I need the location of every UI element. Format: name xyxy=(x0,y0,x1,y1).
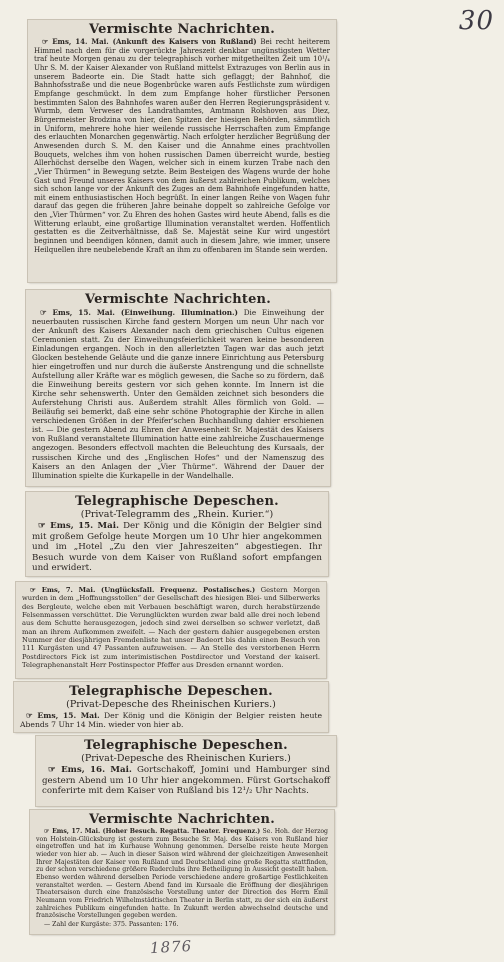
clipping-dateline: ☞ Ems, 16. Mai. xyxy=(48,765,132,775)
clipping-text xyxy=(36,828,328,920)
clipping-source: (Privat-Depesche des Rheinischen Kuriers.) xyxy=(66,699,276,710)
clipping-6 xyxy=(36,736,336,806)
clipping-text xyxy=(42,765,330,797)
clipping-2 xyxy=(26,290,330,486)
handwritten-year: 1876 xyxy=(149,936,193,958)
clipping-heading: Telegraphische Depeschen. xyxy=(69,684,273,699)
clipping-body: Die Einweihung der neuerbauten russischen Kirche fand gestern Morgen um neun Uhr nach vor der Ankunft des Kaisers Alexander nach dem griechischen Cultus eigenen Ceremonien statt. Zu der Einweihungsfeierlichkeit waren keine besonderen Einladungen ergangen. Noch in den allerletzten Tagen war das auch jetzt Glocken bestehende Geläute und die ganze innere Einrichtung aus Petersburg hier eingetroffen und nur durch die äußerste Anstrengung und die schnellste Aufstellung aller Kräfte war es möglich gewesen, die Sache so zu fördern, daß die Einweihung bereits gestern vor sich gehen konnte. Im Innern ist die Kirche sehr sehenswerth. Unter den Gemälden zeichnet sich besonders die Auferstehung Christi aus. Außerdem strahlt Alles förmlich von Gold. — Beiläufig sei bemerkt, daß eine sehr schöne Photographie der Kirche in allen verschiedenen Größen in der Pfeifer'schen Buchhandlung dahier erschienen ist. — Die gestern Abend zu Ehren der Anwesenheit Sr. Majestät des Kaisers von Rußland veranstaltete Illumination hatte eine zahlreiche Zuschauermenge angezogen. Besonders effectvoll machten die Beleuchtung des Kursaals, der russischen Kirche und des „Englischen Hofes“ und der Namenszug des Kaisers an den Anlagen der „Vier Thürme“. Während der Dauer der Illumination spielte die Kurkapelle in der Wandelhalle. xyxy=(32,308,324,480)
clipping-dateline: ☞ Ems, 15. Mai. xyxy=(38,521,120,531)
clipping-body: Gestern Morgen wurden in dem „Hoffnungsstollen“ der Gesellschaft des hiesigen Blei- und Silberwerks des Bergleute, welche eben mit Verbauen beschäftigt waren, durch herabstürzende Felsenmassen verschüttet. Die Verunglückten wurden zwar bald alle drei noch lebend aus dem Schutte herausgezogen, jedoch sind zwei derselben so schwer verletzt, daß man an ihrem Aufkommen zweifelt. — Nach der gestern dahier ausgegebenen ersten Nummer der diesjährigen Fremdenliste hat unser Badeort bis dahin einen Besuch von 111 Kurgästen und 47 Passanten aufzuweisen. — An Stelle des verstorbenen Herrn Postdirectors Fick ist zum interimistischen Postdirector und Vorstand der kaiserl. Telegraphenanstalt Herr Postinspector Pfeffer aus Dresden ernannt worden. xyxy=(22,586,320,669)
clipping-heading: Telegraphische Depeschen. xyxy=(75,494,279,509)
clipping-dateline: ☞ Ems, 7. Mai. (Unglücksfall. Frequenz. Postalisches.) xyxy=(30,586,256,594)
clipping-1 xyxy=(28,20,336,282)
clipping-source: (Privat-Telegramm des „Rhein. Kurier.“) xyxy=(80,509,274,520)
clipping-5 xyxy=(14,682,328,732)
clipping-source: (Privat-Depesche des Rheinischen Kuriers.) xyxy=(81,753,291,764)
clipping-4 xyxy=(16,582,326,678)
clipping-text xyxy=(20,711,322,730)
clipping-text xyxy=(32,521,322,574)
clipping-footer: — Zahl der Kurgäste: 375. Passanten: 176. xyxy=(44,921,179,929)
clipping-body: Bei recht heiterem Himmel nach dem für die vorgerückte Jahreszeit denkbar ungünstigsten Wetter traf heute Morgen genau zu der telegraphisch vorher mitgetheilten Zeit um 10¹/₄ Uhr S. M. der Kaiser Alexander von Rußland mittelst Extrazuges von Berlin aus in unserem Badeorte ein. Die Stadt hatte sich geflaggt; der Bahnhof, die Bahnhofsstraße und die neue Bogenbrücke waren aufs Festlichste zum würdigen Empfange geschmückt. In dem zum Empfange hoher fürstlicher Personen bestimmten Salon des Bahnhofes waren außer den Herren Regierungspräsident v. Wurmb, dem Verweser des Landrathamtes, Amtmann Rolshoven aus Diez, Bürgermeister Brodzina von hier, den Spitzen der hiesigen Behörden, sämmtlich in Uniform, mehrere hohe hier weilende russische Herrschaften zum Empfange des erlauchten Monarchen gegenwärtig. Nach erfolgter herzlicher Begrüßung der Anwesenden durch S. M. den Kaiser und die Annahme eines prachtvollen Bouquets, welches ihm von hohen russischen Damen überreicht wurde, bestieg Allerhöchst derselbe den Wagen, welcher sich in einem kurzen Trabe nach den „Vier Thürmen“ in Bewegung setzte. Beim Besteigen des Wagens wurde der hohe Gast und Freund unseres Kaisers von dem äußerst zahlreichen Publikum, welches sich schon lange vor der Ankunft des Zuges an dem Bahnhofe eingefunden hatte, mit einem enthusiastischen Hoch begrüßt. In einer langen Reihe von Wagen fuhr darauf das gegen die früheren Jahre beinahe doppelt so zahlreiche Gefolge vor den „Vier Thürmen“ vor. Zu Ehren des hohen Gastes wird heute Abend, falls es die Witterung erlaubt, eine großartige Illumination veranstaltet werden. Hoffentlich gestatten es die Zeitverhältnisse, daß Se. Majestät seine Kur wird ungestört beginnen und beendigen können, damit auch in diesem Jahre, wie immer, unsere Heilquellen ihre neubelebende Kraft an ihm zu offenbaren im Stande sein werden. xyxy=(34,38,330,254)
clipping-heading: Telegraphische Depeschen. xyxy=(84,738,288,753)
clipping-body: Se. Hoh. der Herzog von Holstein-Glücksburg ist gestern zum Besuche Sr. Maj. des Kaisers von Rußland hier eingetroffen und hat im Kurhause Wohnung genommen. Derselbe reiste heute Morgen wieder von hier ab. — Auch in dieser Saison wird während der gleichzeitigen Anwesenheit Ihrer Majestäten der Kaiser von Rußland und Deutschland eine große Regatta stattfinden, zu der schon verschiedene größere Ruderclubs ihre Betheiligung in Aussicht gestellt haben. Ebenso werden während derselben Periode verschiedene andere großartige Festlichkeiten veranstaltet werden. — Gestern Abend fand im Kursaale die Eröffnung der diesjährigen Theatersaison durch eine französische Vorstellung unter der Direction des Herrn Emil Neumann vom Friedrich Wilhelmstädtischen Theater in Berlin statt, zu der sich ein äußerst zahlreiches Publikum eingefunden hatte. In Zukunft werden abwechselnd deutsche und französische Vorstellungen gegeben werden. xyxy=(36,828,329,920)
clipping-7 xyxy=(30,810,334,934)
clipping-heading: Vermischte Nachrichten. xyxy=(89,812,275,827)
clipping-body: Der König und die Königin der Belgier sind mit großem Gefolge heute Morgen um 10 Uhr hier angekommen und im „Hotel „Zu den vier Jahreszeiten“ abgestiegen. Ihr Besuch wurde von dem Kaiser von Rußland sofort empfangen und erwidert. xyxy=(32,521,322,574)
clipping-text xyxy=(32,308,324,480)
clipping-dateline: ☞ Ems, 15. Mai. (Einweihung. Illumination.) xyxy=(40,308,238,317)
clipping-dateline: ☞ Ems, 17. Mai. (Hoher Besuch. Regatta. Theater. Frequenz.) xyxy=(44,828,261,835)
clipping-heading: Vermischte Nachrichten. xyxy=(85,292,271,307)
clipping-body: Der König und die Königin der Belgier reisten heute Abends 7 Uhr 14 Min. wieder von hier ab. xyxy=(20,711,323,730)
clipping-text xyxy=(34,38,330,254)
clipping-dateline: ☞ Ems, 14. Mai. (Ankunft des Kaisers von Rußland) xyxy=(42,37,257,46)
clipping-3 xyxy=(26,492,328,576)
clipping-body: Gortschakoff, Jomini und Hamburger sind gestern Abend um 10 Uhr hier angekommen. Fürst Gortschakoff conferirte mit dem Kaiser von Rußland bis 12¹/₂ Uhr Nachts. xyxy=(42,765,330,797)
clipping-dateline: ☞ Ems, 15. Mai. xyxy=(26,711,100,720)
page-number: 30 xyxy=(458,6,494,36)
clipping-text xyxy=(22,586,320,669)
clipping-heading: Vermischte Nachrichten. xyxy=(89,22,275,37)
